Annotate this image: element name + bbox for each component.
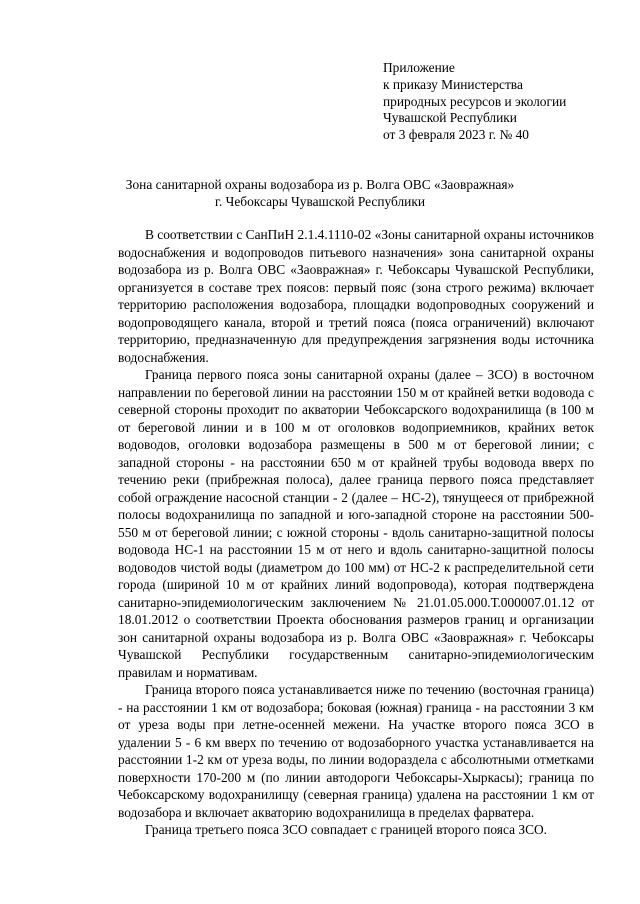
document-title [0, 177, 640, 211]
appendix-line: природных ресурсов и экологии [383, 93, 567, 109]
title-line: г. Чебоксары Чувашской Республики [214, 193, 426, 209]
paragraph: В соответствии с СанПиН 2.1.4.1110-02 «Зоны санитарной охраны источников водоснабжения и водопроводов питьевого назначения» зона санитарной охраны водозабора из р. Волга ОВС «Заовражная» г. Чебоксары Чувашской Республики, организуется в составе трех поясов: первый пояс (зона строго режима) включает территорию расположения водозабора, площадки водопроводных сооружений и водопроводящего канала, второй и третий пояса (пояса ограничений) включают территорию, предназначенную для предупреждения загрязнения воды источника водоснабжения. [118, 227, 594, 365]
appendix-line: от 3 февраля 2023 г. № 40 [383, 127, 529, 143]
appendix-header [383, 60, 566, 144]
appendix-line: к приказу Министерства [383, 76, 523, 92]
paragraph: Граница первого пояса зоны санитарной охраны (далее – ЗСО) в восточном направлении по береговой линии на расстоянии 150 м от крайней ветки водовода с северной стороны проходит по акватории Чебоксарского водохранилища (в 100 м от береговой линии и в 100 м от оголовков водоприемников, крайних веток водоводов, оголовки водозабора размещены в 500 м от береговой линии; с западной стороны - на расстоянии 650 м от крайней трубы водовода вверх по течению реки (прибрежная полоса), далее граница первого пояса представляет собой ограждение насосной станции - 2 (далее – НС-2), тянущееся от прибрежной полосы водохранилища по западной и юго-западной стороне на расстоянии 500-550 м от береговой линии; с южной стороны - вдоль санитарно-защитной полосы водовода НС-1 на расстоянии 15 м от него и вдоль санитарно-защитной полосы водоводов чистой воды (диаметром до 100 мм) от НС-2 к распределительной сети города (шириной 10 м от крайних линий водопровода), которая подтверждена санитарно-эпидемиологическим заключением № 21.01.05.000.Т.000007.01.12 от 18.01.2012 о соответствии Проекта обоснования размеров границ и организации зон санитарной охраны водозабора из р. Волга ОВС «Заовражная» г. Чебоксары Чувашской Республики государственным санитарно-эпидемиологическим правилам и нормативам. [118, 367, 594, 680]
document-body [118, 226, 594, 839]
appendix-line: Чувашской Республики [383, 110, 517, 126]
appendix-line: Приложение [383, 60, 455, 75]
title-line: Зона санитарной охраны водозабора из р. Волга ОВС «Заовражная» [125, 177, 515, 192]
paragraph: Граница второго пояса устанавливается ниже по течению (восточная граница) - на расстоянии 1 км от водозабора; боковая (южная) граница - на расстоянии 3 км от уреза воды при летне-осенней межени. На участке второго пояса ЗСО в удалении 5 - 6 км вверх по течению от водозаборного участка устанавливается на расстоянии 1-2 км от уреза воды, по линии водораздела с абсолютными отметками поверхности 170-200 м (по линии автодороги Чебоксары-Хыркасы); граница по Чебоксарскому водохранилищу (северная граница) удалена на расстоянии 1 км от водозабора и включает акваторию водохранилища в пределах фарватера. [118, 682, 594, 820]
paragraph: Граница третьего пояса ЗСО совпадает с границей второго пояса ЗСО. [145, 822, 548, 837]
